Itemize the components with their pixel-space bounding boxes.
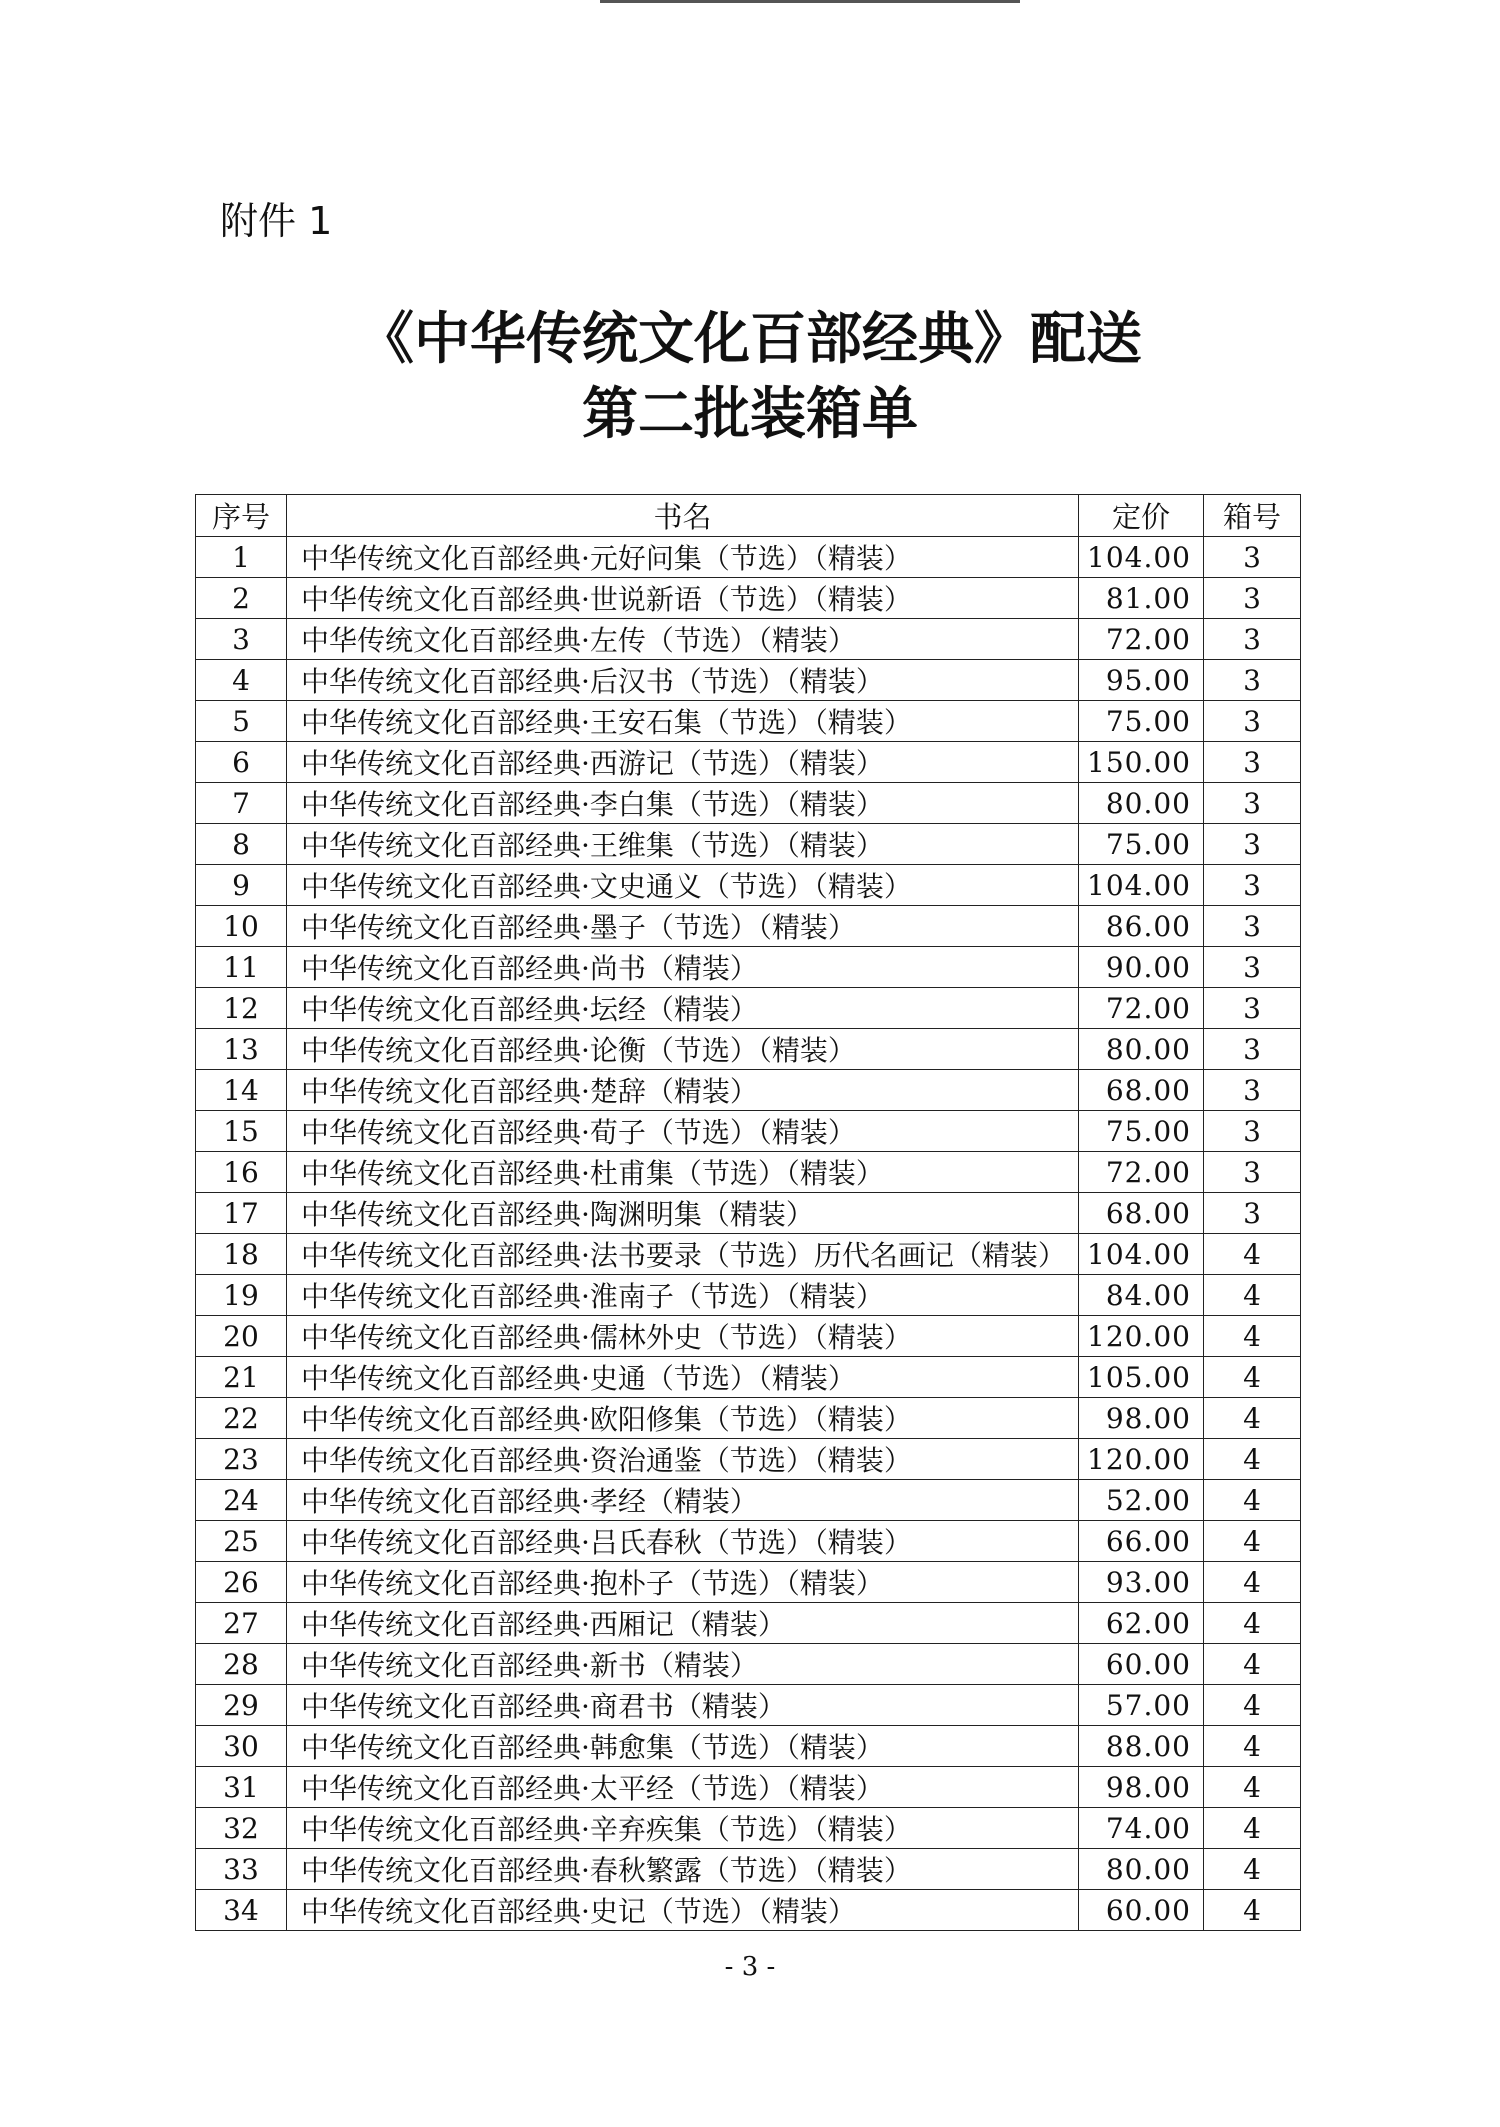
- row-serial-number: 11: [196, 947, 287, 988]
- document-title-line-2: 第二批装箱单: [582, 382, 918, 447]
- row-serial-number: 17: [196, 1193, 287, 1234]
- row-box-number: 3: [1204, 783, 1301, 824]
- row-price: 57.00: [1079, 1685, 1204, 1726]
- table-row: [196, 1234, 1301, 1275]
- row-book-title: 中华传统文化百部经典·史记（节选）（精装）: [287, 1890, 1079, 1931]
- row-serial-number: 5: [196, 701, 287, 742]
- row-price: 120.00: [1079, 1439, 1204, 1480]
- row-book-title: 中华传统文化百部经典·西游记（节选）（精装）: [287, 742, 1079, 783]
- table-row: [196, 1808, 1301, 1849]
- table-row: [196, 783, 1301, 824]
- row-box-number: 4: [1204, 1275, 1301, 1316]
- row-book-title: 中华传统文化百部经典·元好问集（节选）（精装）: [287, 537, 1079, 578]
- row-box-number: 4: [1204, 1234, 1301, 1275]
- row-box-number: 3: [1204, 619, 1301, 660]
- table-row: [196, 1726, 1301, 1767]
- header-book-title: 书名: [287, 495, 1079, 537]
- row-box-number: 3: [1204, 742, 1301, 783]
- row-serial-number: 2: [196, 578, 287, 619]
- row-box-number: 3: [1204, 701, 1301, 742]
- row-price: 88.00: [1079, 1726, 1204, 1767]
- row-book-title: 中华传统文化百部经典·西厢记（精装）: [287, 1603, 1079, 1644]
- row-box-number: 4: [1204, 1726, 1301, 1767]
- row-box-number: 4: [1204, 1685, 1301, 1726]
- attachment-label: 附件 1: [220, 199, 333, 243]
- table-row: [196, 1767, 1301, 1808]
- table-row: [196, 1480, 1301, 1521]
- row-serial-number: 25: [196, 1521, 287, 1562]
- row-box-number: 3: [1204, 660, 1301, 701]
- table-row: [196, 1685, 1301, 1726]
- row-serial-number: 13: [196, 1029, 287, 1070]
- row-book-title: 中华传统文化百部经典·吕氏春秋（节选）（精装）: [287, 1521, 1079, 1562]
- table-row: [196, 1890, 1301, 1931]
- row-price: 75.00: [1079, 1111, 1204, 1152]
- row-box-number: 3: [1204, 578, 1301, 619]
- row-serial-number: 24: [196, 1480, 287, 1521]
- row-box-number: 3: [1204, 906, 1301, 947]
- row-box-number: 4: [1204, 1767, 1301, 1808]
- row-serial-number: 29: [196, 1685, 287, 1726]
- row-price: 72.00: [1079, 619, 1204, 660]
- row-price: 98.00: [1079, 1398, 1204, 1439]
- row-price: 150.00: [1079, 742, 1204, 783]
- row-price: 104.00: [1079, 537, 1204, 578]
- row-book-title: 中华传统文化百部经典·春秋繁露（节选）（精装）: [287, 1849, 1079, 1890]
- row-book-title: 中华传统文化百部经典·淮南子（节选）（精装）: [287, 1275, 1079, 1316]
- row-box-number: 4: [1204, 1398, 1301, 1439]
- row-price: 104.00: [1079, 1234, 1204, 1275]
- row-box-number: 3: [1204, 865, 1301, 906]
- row-serial-number: 23: [196, 1439, 287, 1480]
- row-book-title: 中华传统文化百部经典·李白集（节选）（精装）: [287, 783, 1079, 824]
- row-price: 93.00: [1079, 1562, 1204, 1603]
- table-row: [196, 578, 1301, 619]
- row-price: 72.00: [1079, 988, 1204, 1029]
- row-price: 72.00: [1079, 1152, 1204, 1193]
- table-header-row: [196, 495, 1301, 537]
- row-book-title: 中华传统文化百部经典·后汉书（节选）（精装）: [287, 660, 1079, 701]
- row-box-number: 3: [1204, 988, 1301, 1029]
- row-book-title: 中华传统文化百部经典·儒林外史（节选）（精装）: [287, 1316, 1079, 1357]
- row-box-number: 4: [1204, 1849, 1301, 1890]
- row-book-title: 中华传统文化百部经典·太平经（节选）（精装）: [287, 1767, 1079, 1808]
- row-book-title: 中华传统文化百部经典·王维集（节选）（精装）: [287, 824, 1079, 865]
- row-book-title: 中华传统文化百部经典·荀子（节选）（精装）: [287, 1111, 1079, 1152]
- table-row: [196, 1603, 1301, 1644]
- row-serial-number: 15: [196, 1111, 287, 1152]
- row-box-number: 4: [1204, 1521, 1301, 1562]
- row-book-title: 中华传统文化百部经典·楚辞（精装）: [287, 1070, 1079, 1111]
- table-row: [196, 660, 1301, 701]
- table-row: [196, 1562, 1301, 1603]
- packing-list-table: [195, 494, 1301, 1931]
- table-row: [196, 1275, 1301, 1316]
- table-row: [196, 947, 1301, 988]
- row-book-title: 中华传统文化百部经典·世说新语（节选）（精装）: [287, 578, 1079, 619]
- row-book-title: 中华传统文化百部经典·辛弃疾集（节选）（精装）: [287, 1808, 1079, 1849]
- header-serial-number: 序号: [196, 495, 287, 537]
- table-row: [196, 1070, 1301, 1111]
- row-book-title: 中华传统文化百部经典·左传（节选）（精装）: [287, 619, 1079, 660]
- table-row: [196, 537, 1301, 578]
- table-row: [196, 1521, 1301, 1562]
- header-box-number: 箱号: [1204, 495, 1301, 537]
- table-row: [196, 619, 1301, 660]
- row-price: 98.00: [1079, 1767, 1204, 1808]
- row-serial-number: 31: [196, 1767, 287, 1808]
- row-box-number: 3: [1204, 1111, 1301, 1152]
- row-book-title: 中华传统文化百部经典·文史通义（节选）（精装）: [287, 865, 1079, 906]
- table-row: [196, 701, 1301, 742]
- row-price: 120.00: [1079, 1316, 1204, 1357]
- row-price: 62.00: [1079, 1603, 1204, 1644]
- table-row: [196, 1398, 1301, 1439]
- row-box-number: 3: [1204, 824, 1301, 865]
- table-row: [196, 1152, 1301, 1193]
- row-box-number: 3: [1204, 947, 1301, 988]
- row-price: 90.00: [1079, 947, 1204, 988]
- row-serial-number: 16: [196, 1152, 287, 1193]
- row-book-title: 中华传统文化百部经典·新书（精装）: [287, 1644, 1079, 1685]
- row-book-title: 中华传统文化百部经典·论衡（节选）（精装）: [287, 1029, 1079, 1070]
- row-price: 95.00: [1079, 660, 1204, 701]
- row-price: 75.00: [1079, 824, 1204, 865]
- row-book-title: 中华传统文化百部经典·王安石集（节选）（精装）: [287, 701, 1079, 742]
- row-serial-number: 10: [196, 906, 287, 947]
- row-serial-number: 1: [196, 537, 287, 578]
- row-serial-number: 8: [196, 824, 287, 865]
- row-box-number: 3: [1204, 1152, 1301, 1193]
- table-row: [196, 1193, 1301, 1234]
- row-book-title: 中华传统文化百部经典·韩愈集（节选）（精装）: [287, 1726, 1079, 1767]
- table-row: [196, 1111, 1301, 1152]
- document-title-line-1: 《中华传统文化百部经典》配送: [358, 307, 1142, 372]
- header-price: 定价: [1079, 495, 1204, 537]
- row-box-number: 4: [1204, 1316, 1301, 1357]
- row-serial-number: 22: [196, 1398, 287, 1439]
- row-price: 86.00: [1079, 906, 1204, 947]
- row-price: 60.00: [1079, 1644, 1204, 1685]
- row-serial-number: 27: [196, 1603, 287, 1644]
- row-serial-number: 20: [196, 1316, 287, 1357]
- table-row: [196, 865, 1301, 906]
- row-book-title: 中华传统文化百部经典·抱朴子（节选）（精装）: [287, 1562, 1079, 1603]
- table-row: [196, 1439, 1301, 1480]
- row-serial-number: 12: [196, 988, 287, 1029]
- row-price: 60.00: [1079, 1890, 1204, 1931]
- row-box-number: 4: [1204, 1890, 1301, 1931]
- row-price: 80.00: [1079, 783, 1204, 824]
- row-box-number: 3: [1204, 537, 1301, 578]
- row-book-title: 中华传统文化百部经典·墨子（节选）（精装）: [287, 906, 1079, 947]
- table-row: [196, 742, 1301, 783]
- scan-edge-line: [600, 0, 1020, 3]
- row-price: 80.00: [1079, 1849, 1204, 1890]
- table-row: [196, 1029, 1301, 1070]
- page-number: - 3 -: [724, 1952, 776, 1982]
- table-row: [196, 906, 1301, 947]
- table-row: [196, 1357, 1301, 1398]
- row-price: 84.00: [1079, 1275, 1204, 1316]
- row-box-number: 4: [1204, 1562, 1301, 1603]
- row-serial-number: 7: [196, 783, 287, 824]
- table-row: [196, 1316, 1301, 1357]
- row-price: 105.00: [1079, 1357, 1204, 1398]
- row-book-title: 中华传统文化百部经典·法书要录（节选）历代名画记（精装）: [287, 1234, 1079, 1275]
- row-book-title: 中华传统文化百部经典·陶渊明集（精装）: [287, 1193, 1079, 1234]
- row-price: 81.00: [1079, 578, 1204, 619]
- row-serial-number: 28: [196, 1644, 287, 1685]
- row-box-number: 3: [1204, 1193, 1301, 1234]
- row-serial-number: 26: [196, 1562, 287, 1603]
- row-price: 68.00: [1079, 1070, 1204, 1111]
- row-serial-number: 4: [196, 660, 287, 701]
- row-box-number: 3: [1204, 1070, 1301, 1111]
- row-book-title: 中华传统文化百部经典·坛经（精装）: [287, 988, 1079, 1029]
- row-book-title: 中华传统文化百部经典·杜甫集（节选）（精装）: [287, 1152, 1079, 1193]
- table-body: [196, 537, 1301, 1931]
- row-price: 75.00: [1079, 701, 1204, 742]
- row-serial-number: 30: [196, 1726, 287, 1767]
- row-serial-number: 18: [196, 1234, 287, 1275]
- row-price: 104.00: [1079, 865, 1204, 906]
- row-box-number: 4: [1204, 1603, 1301, 1644]
- row-box-number: 3: [1204, 1029, 1301, 1070]
- table-row: [196, 1849, 1301, 1890]
- table-row: [196, 988, 1301, 1029]
- row-book-title: 中华传统文化百部经典·孝经（精装）: [287, 1480, 1079, 1521]
- row-box-number: 4: [1204, 1480, 1301, 1521]
- row-book-title: 中华传统文化百部经典·资治通鉴（节选）（精装）: [287, 1439, 1079, 1480]
- row-serial-number: 6: [196, 742, 287, 783]
- row-serial-number: 34: [196, 1890, 287, 1931]
- table-row: [196, 1644, 1301, 1685]
- row-book-title: 中华传统文化百部经典·史通（节选）（精装）: [287, 1357, 1079, 1398]
- row-serial-number: 33: [196, 1849, 287, 1890]
- row-price: 74.00: [1079, 1808, 1204, 1849]
- row-serial-number: 14: [196, 1070, 287, 1111]
- row-price: 66.00: [1079, 1521, 1204, 1562]
- row-box-number: 4: [1204, 1644, 1301, 1685]
- row-serial-number: 32: [196, 1808, 287, 1849]
- row-book-title: 中华传统文化百部经典·欧阳修集（节选）（精装）: [287, 1398, 1079, 1439]
- row-serial-number: 9: [196, 865, 287, 906]
- row-box-number: 4: [1204, 1357, 1301, 1398]
- row-price: 68.00: [1079, 1193, 1204, 1234]
- row-serial-number: 19: [196, 1275, 287, 1316]
- row-box-number: 4: [1204, 1439, 1301, 1480]
- table-row: [196, 824, 1301, 865]
- row-price: 52.00: [1079, 1480, 1204, 1521]
- row-book-title: 中华传统文化百部经典·商君书（精装）: [287, 1685, 1079, 1726]
- row-serial-number: 21: [196, 1357, 287, 1398]
- row-book-title: 中华传统文化百部经典·尚书（精装）: [287, 947, 1079, 988]
- row-serial-number: 3: [196, 619, 287, 660]
- row-price: 80.00: [1079, 1029, 1204, 1070]
- row-box-number: 4: [1204, 1808, 1301, 1849]
